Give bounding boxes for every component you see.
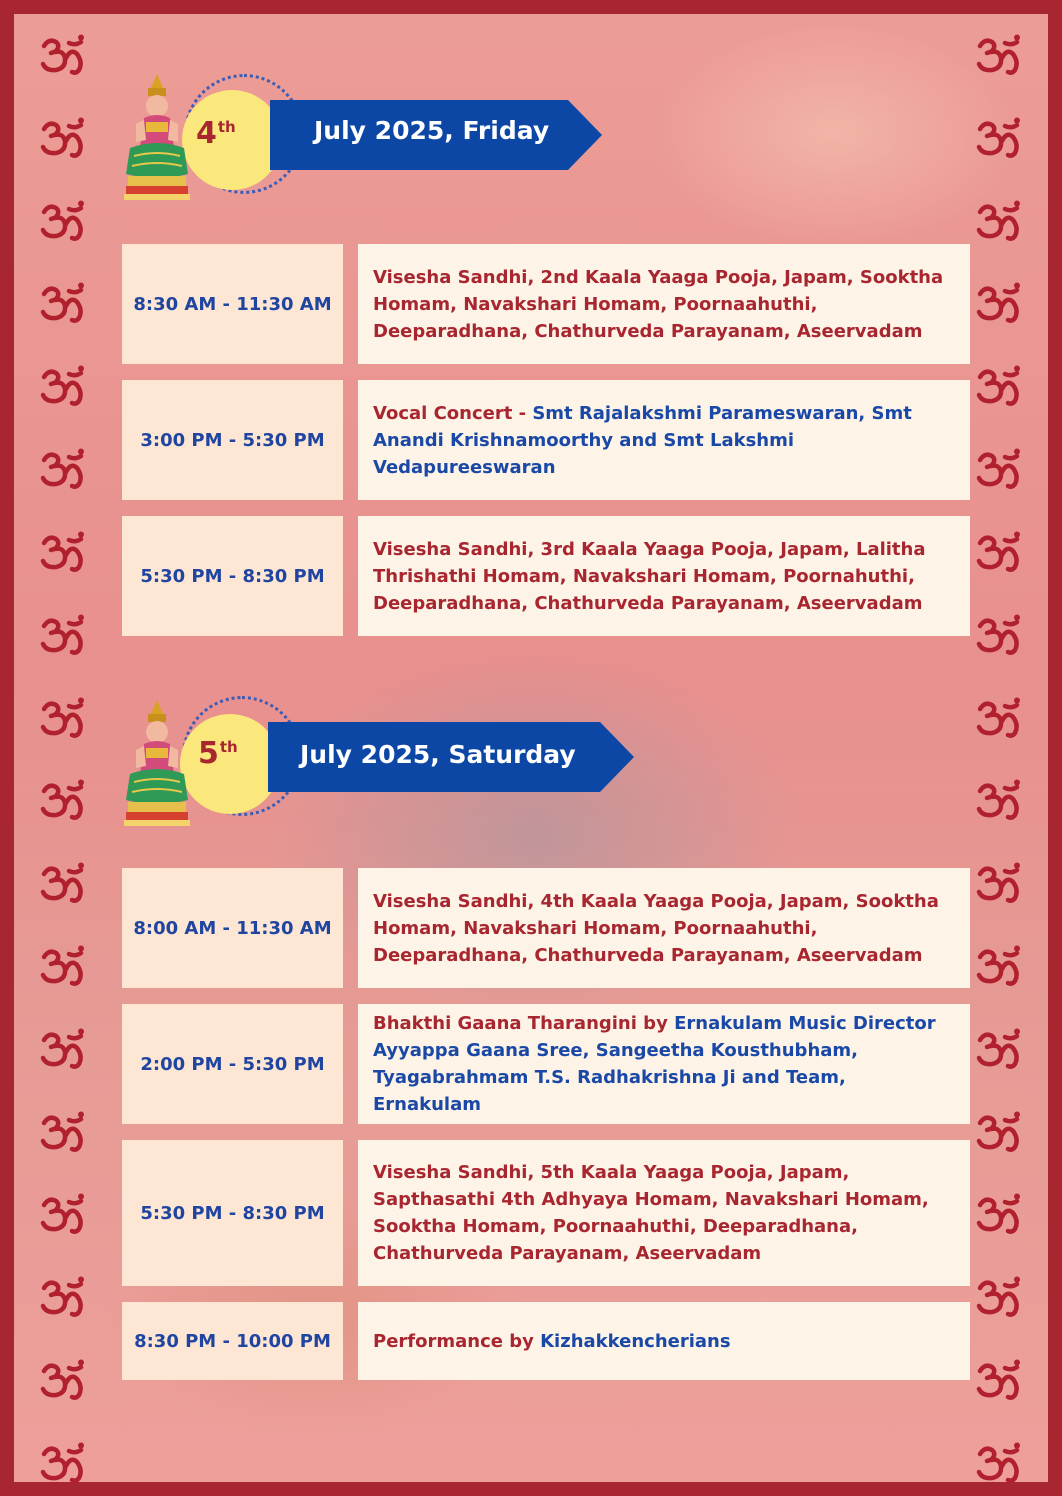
event-time: 8:30 AM - 11:30 AM (122, 244, 343, 364)
om-icon (975, 448, 1023, 492)
om-icon (39, 365, 87, 409)
day-number: 4th (196, 116, 236, 151)
om-icon (975, 117, 1023, 161)
event-description: Bhakthi Gaana Tharangini by Ernakulam Music Director Ayyappa Gaana Sree, Sangeetha Kousthubham, Tyagabrahmam T.S. Radhakrishna Ji and Team, Ernakulam (358, 1004, 970, 1124)
om-icon (39, 779, 87, 823)
om-icon (39, 1111, 87, 1155)
om-icon (975, 697, 1023, 741)
om-icon (39, 862, 87, 906)
om-icon (975, 282, 1023, 326)
om-icon (975, 34, 1023, 78)
date-label: July 2025, Saturday (300, 740, 576, 769)
event-row (122, 1004, 970, 1124)
om-icon (975, 945, 1023, 989)
om-icon (975, 365, 1023, 409)
om-icon (39, 1028, 87, 1072)
event-description: Performance by Kizhakkencherians (358, 1302, 970, 1380)
event-description: Visesha Sandhi, 2nd Kaala Yaaga Pooja, Japam, Sooktha Homam, Navakshari Homam, Poornaahuthi, Deeparadhana, Chathurveda Parayanam, Aseervadam (358, 244, 970, 364)
om-icon (975, 1359, 1023, 1403)
event-time: 3:00 PM - 5:30 PM (122, 380, 343, 500)
day-header-2 (122, 694, 634, 830)
om-icon (39, 945, 87, 989)
left-om-border (34, 28, 92, 1496)
event-row (122, 516, 970, 636)
event-description: Visesha Sandhi, 5th Kaala Yaaga Pooja, Japam, Sapthasathi 4th Adhyaya Homam, Navakshari Homam, Sooktha Homam, Poornaahuthi, Deeparadhana, Chathurveda Parayanam, Aseervadam (358, 1140, 970, 1286)
om-icon (975, 1111, 1023, 1155)
om-icon (39, 448, 87, 492)
event-row (122, 1302, 970, 1380)
day-number: 5th (198, 736, 238, 771)
om-icon (975, 779, 1023, 823)
om-icon (39, 1193, 87, 1237)
goddess-idol-icon (122, 70, 192, 202)
event-time: 8:00 AM - 11:30 AM (122, 868, 343, 988)
day-header-1 (122, 70, 602, 206)
om-icon (39, 117, 87, 161)
right-om-border (970, 28, 1028, 1496)
om-icon (975, 200, 1023, 244)
event-row (122, 244, 970, 364)
om-icon (39, 200, 87, 244)
om-icon (39, 1442, 87, 1486)
om-icon (39, 282, 87, 326)
om-icon (975, 531, 1023, 575)
om-icon (975, 1442, 1023, 1486)
om-icon (975, 1028, 1023, 1072)
om-icon (975, 614, 1023, 658)
om-icon (39, 697, 87, 741)
event-description: Visesha Sandhi, 3rd Kaala Yaaga Pooja, Japam, Lalitha Thrishathi Homam, Navakshari Homam, Poornahuthi, Deeparadhana, Chathurveda Parayanam, Aseervadam (358, 516, 970, 636)
om-icon (39, 531, 87, 575)
om-icon (975, 862, 1023, 906)
event-time: 2:00 PM - 5:30 PM (122, 1004, 343, 1124)
event-row (122, 868, 970, 988)
om-icon (975, 1276, 1023, 1320)
om-icon (39, 1276, 87, 1320)
om-icon (975, 1193, 1023, 1237)
event-time: 5:30 PM - 8:30 PM (122, 1140, 343, 1286)
om-icon (39, 34, 87, 78)
event-description: Vocal Concert - Smt Rajalakshmi Parameswaran, Smt Anandi Krishnamoorthy and Smt Lakshmi Vedapureeswaran (358, 380, 970, 500)
event-description: Visesha Sandhi, 4th Kaala Yaaga Pooja, Japam, Sooktha Homam, Navakshari Homam, Poornaahuthi, Deeparadhana, Chathurveda Parayanam, Aseervadam (358, 868, 970, 988)
event-time: 8:30 PM - 10:00 PM (122, 1302, 343, 1380)
goddess-idol-icon (122, 696, 192, 828)
event-time: 5:30 PM - 8:30 PM (122, 516, 343, 636)
event-row (122, 1140, 970, 1286)
om-icon (39, 1359, 87, 1403)
date-label: July 2025, Friday (314, 116, 550, 145)
om-icon (39, 614, 87, 658)
event-row (122, 380, 970, 500)
